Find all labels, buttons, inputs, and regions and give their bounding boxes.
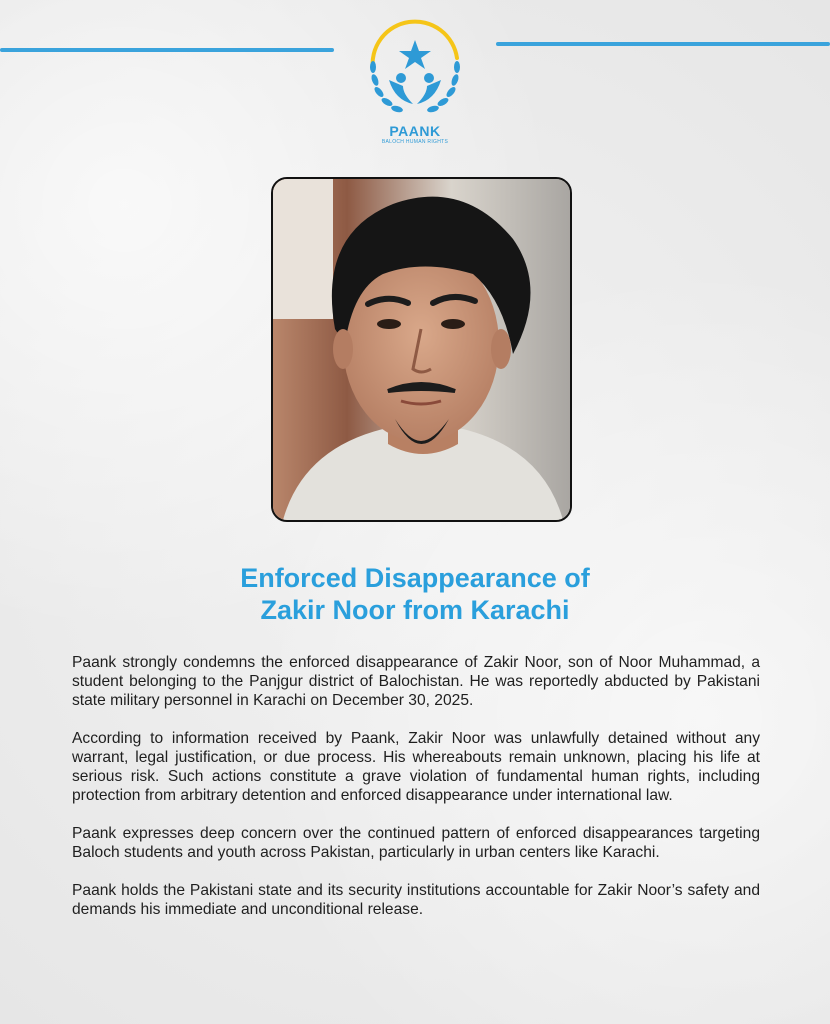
- paragraph-1: Paank strongly condemns the enforced disappearance of Zakir Noor, son of Noor Muhammad, a student belonging to the Panjgur district of Balochistan. He was reportedly abducted by Pakistani state military personnel in Karachi on December 30, 2025.: [72, 654, 760, 709]
- decorative-line-right: [496, 42, 830, 46]
- paragraph-3: Paank expresses deep concern over the continued pattern of enforced disappearances targeting Baloch students and youth across Pakistan, particularly in urban centers like Karachi.: [72, 825, 760, 861]
- portrait-photo: [271, 177, 572, 522]
- star-and-people-emblem-icon: [359, 18, 471, 124]
- paragraph-4: Paank holds the Pakistani state and its security institutions accountable for Zakir Noor’s safety and demands his immediate and unconditional release.: [72, 882, 760, 918]
- title-line-2: Zakir Noor from Karachi: [260, 595, 570, 625]
- decorative-line-left: [0, 48, 334, 52]
- page-title: [0, 562, 830, 626]
- portrait-image: [273, 179, 570, 520]
- statement-body: [72, 653, 760, 938]
- logo-tagline: BALOCH HUMAN RIGHTS: [381, 139, 449, 145]
- logo-name: PAANK: [389, 123, 441, 139]
- title-line-1: Enforced Disappearance of: [240, 563, 590, 593]
- paragraph-2: According to information received by Paank, Zakir Noor was unlawfully detained without any warrant, legal justification, or due process. His whereabouts remain unknown, placing his life at serious risk. Such actions constitute a grave violation of fundamental human rights, including protection from arbitrary detention and enforced disappearance under international law.: [72, 730, 760, 804]
- paank-logo: [359, 18, 471, 150]
